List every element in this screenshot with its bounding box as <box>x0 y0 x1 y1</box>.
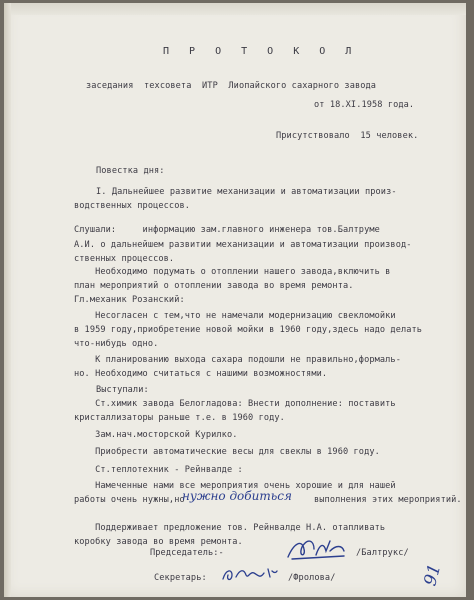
closing-line: Поддерживает предложение тов. Рейнвалде Н.А. отапливать <box>74 523 386 533</box>
spoke-line: Ст.химик завода Белогладова: Внести дополнение: поставить <box>74 399 396 409</box>
heard-line: К планированию выхода сахара подошли не правильно,формаль- <box>74 355 401 365</box>
spoke-line: кристаллизаторы раньше т.е. в 1960 году. <box>74 413 285 423</box>
heard-line: А.И. о дальнейшем развитии механизации и автоматизации производ- <box>74 240 412 250</box>
heard-line: но. Необходимо считаться с нашими возможностями. <box>74 369 328 379</box>
heard-line: в 1959 году,приобретение новой мойки в 1960 году,здесь надо делать <box>74 325 423 335</box>
header-line-1: заседания техсовета ИТР Лиопайского сахарного завода <box>86 81 377 91</box>
handwritten-insertion: нужно добиться <box>182 489 292 503</box>
agenda-line: I. Дальнейшее развитие механизации и автоматизации произ- <box>96 187 397 197</box>
attendance: Присутствовало 15 человек. <box>276 131 419 141</box>
agenda-label: Повестка дня: <box>96 166 165 176</box>
heard-line: ственных процессов. <box>74 254 175 264</box>
margin-page-number: 91 <box>420 561 446 589</box>
spoke-line: Ст.теплотехник - Рейнвалде : <box>74 465 243 475</box>
secretary-name: /Фролова/ <box>288 573 336 583</box>
spoke-line: Зам.нач.мосторской Курилко. <box>74 430 238 440</box>
closing-line: коробку завода во время ремонта. <box>74 537 243 547</box>
spoke-line: Приобрести автоматические весы для свеклы в 1960 году. <box>74 447 380 457</box>
header-line-2: от 18.XI.1958 года. <box>314 100 415 110</box>
spoke-line: выполнения этих мероприятий. <box>314 495 462 505</box>
heard-line: Слушали: информацию зам.главного инженера тов.Балтруме <box>74 225 380 235</box>
heard-line: что-нибудь одно. <box>74 339 159 349</box>
chairman-name: /Балтрукс/ <box>356 548 409 558</box>
heard-line: план мероприятий о отоплении завода во время ремонта. <box>74 281 354 291</box>
heard-line: Несогласен с тем,что не намечали модернизацию свекломойки <box>74 311 396 321</box>
secretary-signature <box>220 563 280 585</box>
top-binding-band <box>4 3 466 15</box>
document-title: П Р О Т О К О Л <box>163 46 359 57</box>
agenda-line: водственных процессов. <box>74 201 191 211</box>
document-page <box>4 3 466 597</box>
heard-line: Необходимо подумать о отоплении нашего завода,включить в <box>74 267 391 277</box>
chairman-label: Председатель:- <box>150 548 224 558</box>
spoke-line: Намеченные нами все мероприятия очень хорошие и для нашей <box>74 481 396 491</box>
chairman-signature <box>284 535 354 563</box>
left-binding-edge <box>4 3 11 597</box>
spoke-label: Выступали: <box>96 385 149 395</box>
spoke-line: работы очень нужны,но <box>74 495 185 505</box>
secretary-label: Секретарь: <box>154 573 207 583</box>
heard-line: Гл.механик Розанский: <box>74 295 185 305</box>
